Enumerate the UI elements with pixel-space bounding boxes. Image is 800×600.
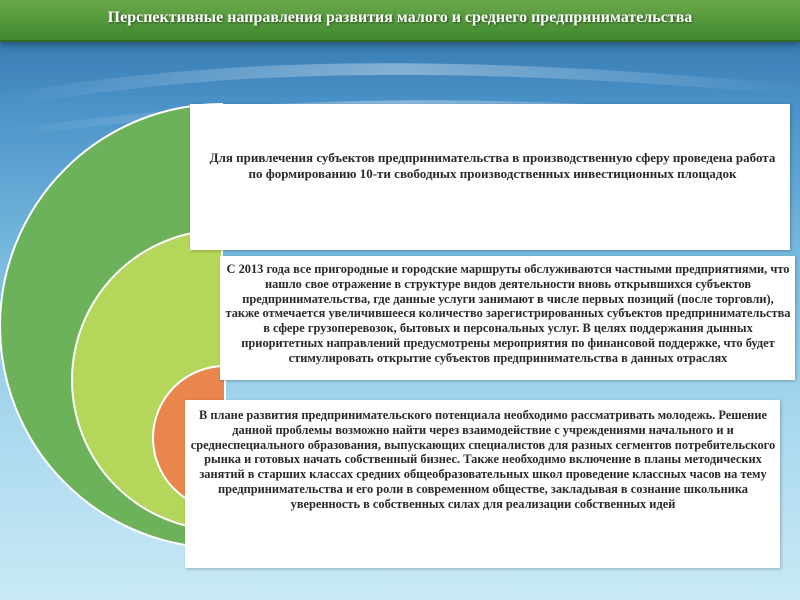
slide-title: Перспективные направления развития малого и среднего предпринимательства: [107, 9, 693, 26]
block-text-2: С 2013 года все пригородные и городские маршруты обслуживаются частными предприятиями, что нашло свое отражение в структуре видов деятельности вновь открывшихся субъектов предпринимательства, где данные услуги занимают в числе первых позиций (после торговли), также отмечается увеличившееся количество зарегистрированных субъектов предпринимательства в сфере грузоперевозок, бытовых и персональных услуг. В целях поддержания дынных приоритетных направлений предусмотрены мероприятия по финансовой поддержке, что будет стимулировать открытие субъектов предпринимательства в данных отраслях: [225, 262, 791, 365]
block-text-1: Для привлечения субъектов предпринимательства в производственную сферу проведена работа по формированию 10-ти свободных производственных инвестиционных площадок: [209, 150, 776, 181]
block-text-3: В плане развития предпринимательского потенциала необходимо рассматривать молодежь. Решение данной проблемы возможно найти через взаимодействие с учреждениями начального и и среднеспециального образования, выпускающих специалистов для разных сегментов потребительского рынка и готовых начать собственный бизнес. Также необходимо включение в планы методических занятий в старших классах средних общеобразовательных школ проведение классных часов на тему предпринимательства и его роли в современном обществе, закладывая в сознание школьника уверенность в собственных силах для реализации собственных идей: [190, 408, 776, 511]
